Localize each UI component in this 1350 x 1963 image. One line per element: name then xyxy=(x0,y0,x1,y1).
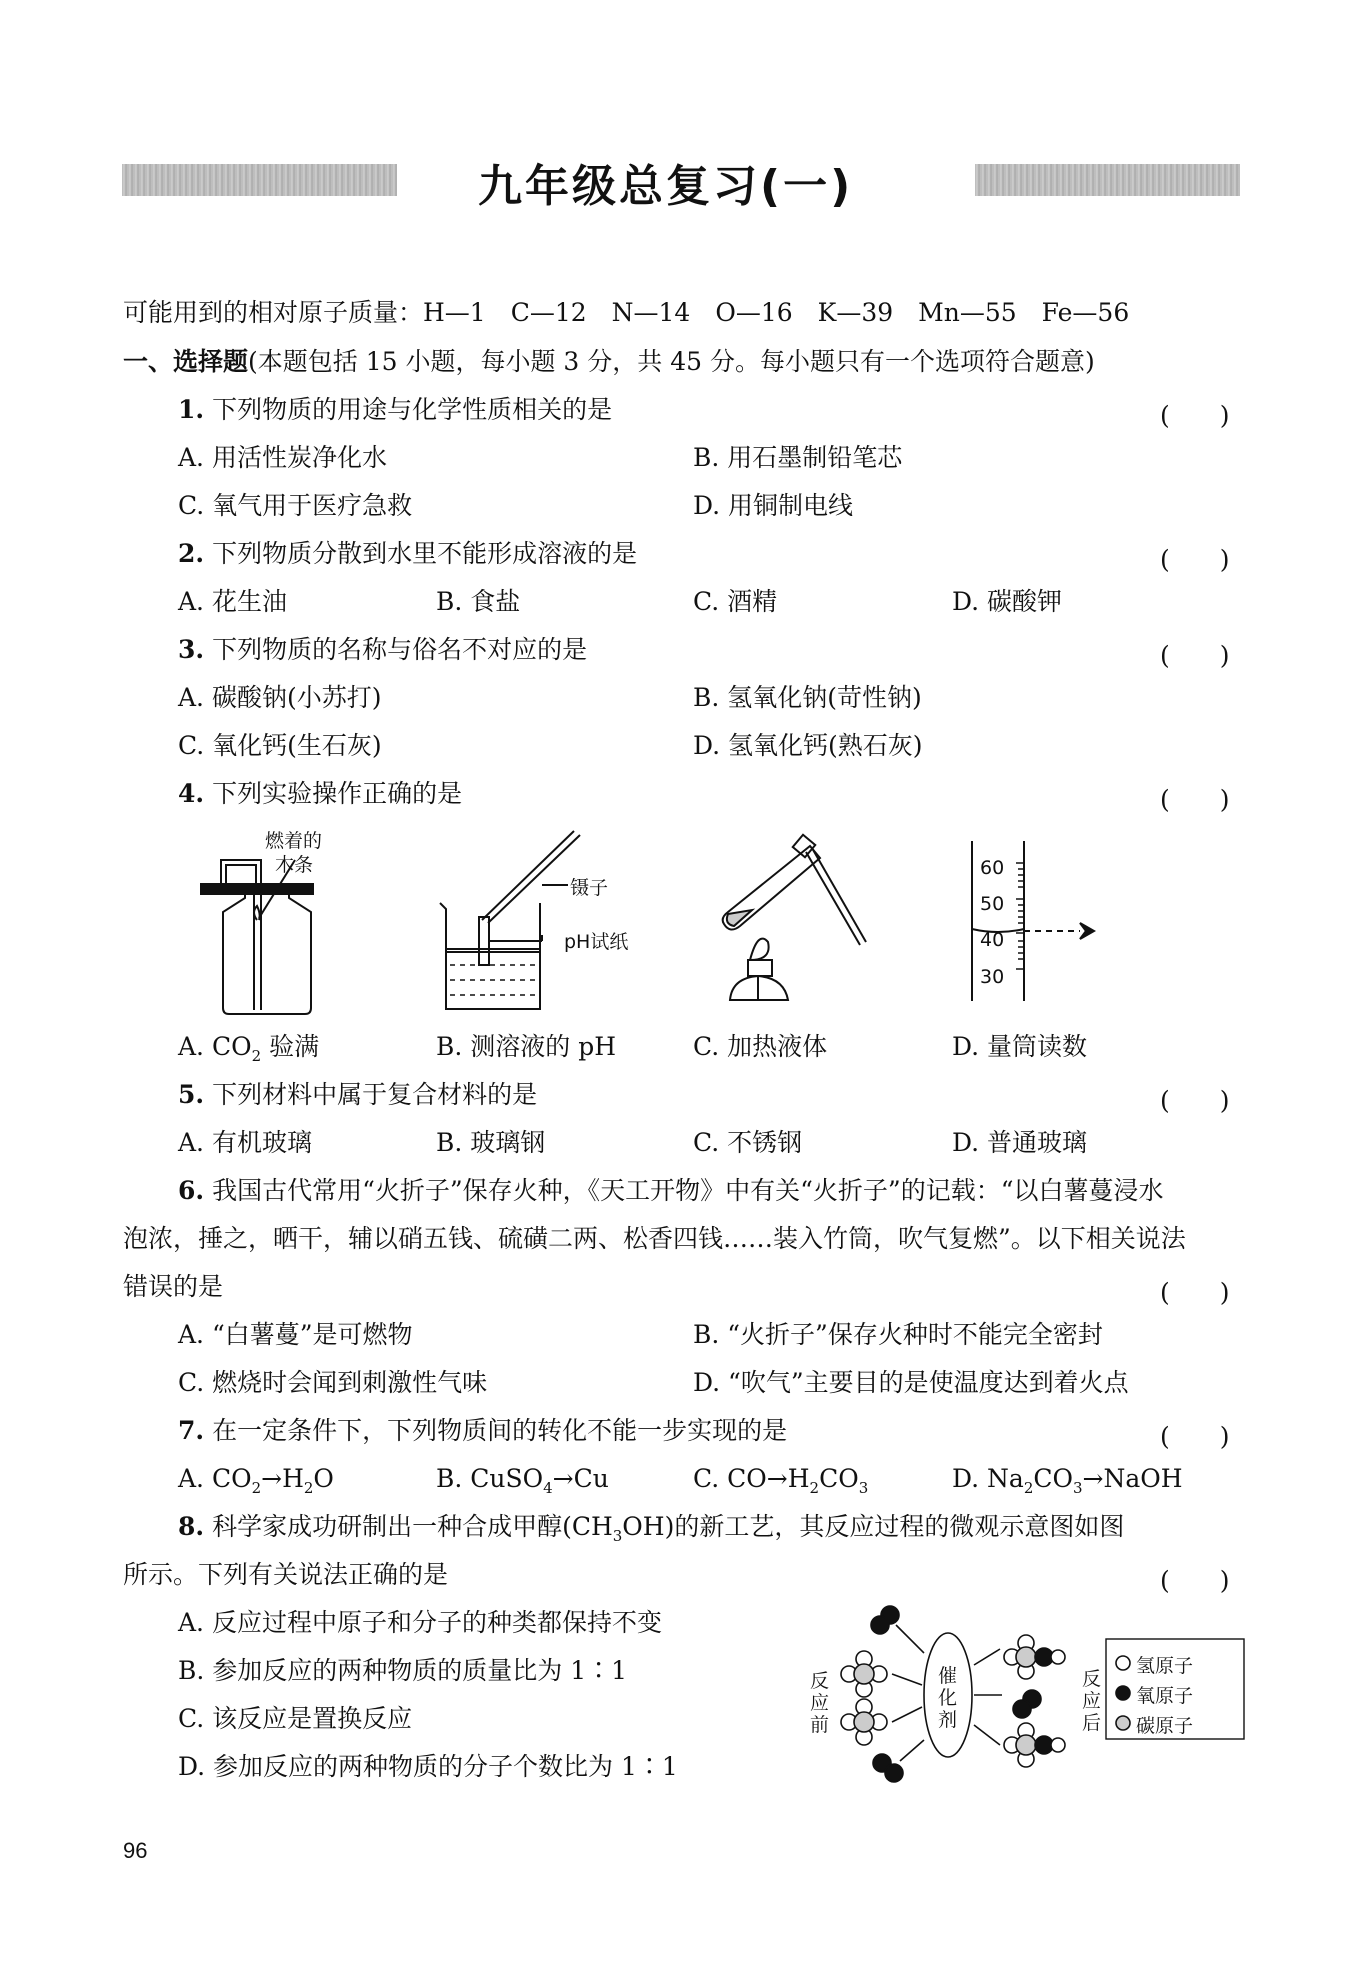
q4-option-a: A. $CO_2$ 验满 xyxy=(178,1032,320,1065)
q8-option-c: C. 该反应是置换反应 xyxy=(178,1704,413,1733)
q3-option-a: A. 碳酸钠(小苏打) xyxy=(178,683,382,712)
diagram-before-label: 反应前 xyxy=(810,1670,830,1736)
q4-option-b: B. 测溶液的 pH xyxy=(436,1032,617,1061)
fig-b-label-ph-paper: pH试纸 xyxy=(564,931,629,953)
section-note: (本题包括 15 小题，每小题 3 分，共 45 分。每小题只有一个选项符合题意) xyxy=(248,347,1095,376)
page-number: 96 xyxy=(123,1838,148,1863)
question-8-line-2: 所示。下列有关说法正确的是 xyxy=(123,1560,449,1589)
q7-option-c: C. $CO\to H_2CO_3$ xyxy=(693,1464,869,1497)
q1-option-a: A. 用活性炭净化水 xyxy=(178,443,387,472)
question-6-line-3: 错误的是 xyxy=(123,1272,224,1301)
cylinder-tick-30: 30 xyxy=(980,966,1005,988)
q8-option-b: B. 参加反应的两种物质的质量比为 1∶1 xyxy=(178,1656,628,1685)
page-title: 九年级总复习(一) xyxy=(478,161,854,212)
q2-option-b: B. 食盐 xyxy=(436,587,521,616)
answer-blank: ( ) xyxy=(1160,641,1230,670)
q1-option-b: B. 用石墨制铅笔芯 xyxy=(693,443,903,472)
header-band-right xyxy=(975,164,1240,196)
q6-option-c: C. 燃烧时会闻到刺激性气味 xyxy=(178,1368,488,1397)
question-2-stem: 2. 下列物质分散到水里不能形成溶液的是 xyxy=(178,539,638,568)
answer-blank: ( ) xyxy=(1160,1086,1230,1115)
legend-hydrogen: 氢原子 xyxy=(1136,1655,1194,1677)
question-1-stem: 1. 下列物质的用途与化学性质相关的是 xyxy=(178,395,613,424)
header-band-left xyxy=(122,164,397,196)
diagram-after-label: 反应后 xyxy=(1082,1668,1102,1734)
question-3-stem: 3. 下列物质的名称与俗名不对应的是 xyxy=(178,635,588,664)
section-header xyxy=(123,345,1095,379)
question-8-line-1: 8. 科学家成功研制出一种合成甲醇$(CH_3OH)$的新工艺，其反应过程的微观示意图如图 xyxy=(178,1512,1125,1545)
q5-option-b: B. 玻璃钢 xyxy=(436,1128,546,1157)
q8-option-a: A. 反应过程中原子和分子的种类都保持不变 xyxy=(178,1608,662,1637)
diagram-catalyst-label: 催化剂 xyxy=(938,1665,958,1731)
q3-option-c: C. 氧化钙(生石灰) xyxy=(178,731,382,760)
answer-blank: ( ) xyxy=(1160,401,1230,430)
atomic-masses: 可能用到的相对原子质量：H—1 C—12 N—14 O—16 K—39 Mn—55 Fe—56 xyxy=(123,298,1130,327)
q6-option-b: B. “火折子”保存火种时不能完全密封 xyxy=(693,1320,1103,1349)
answer-blank: ( ) xyxy=(1160,545,1230,574)
cylinder-tick-50: 50 xyxy=(980,893,1005,915)
q5-option-a: A. 有机玻璃 xyxy=(178,1128,312,1157)
q3-option-d: D. 氢氧化钙(熟石灰) xyxy=(693,731,923,760)
figure-b-beaker xyxy=(432,825,632,1015)
section-label: 一、选择题 xyxy=(123,347,249,376)
fig-b-label-tweezers: 镊子 xyxy=(570,877,609,899)
answer-blank: ( ) xyxy=(1160,1566,1230,1595)
fig-a-label-2: 木条 xyxy=(275,854,314,876)
q5-option-d: D. 普通玻璃 xyxy=(952,1128,1088,1157)
answer-blank: ( ) xyxy=(1160,1422,1230,1451)
q7-option-d: D. $Na_2CO_3\to NaOH$ xyxy=(952,1464,1183,1497)
q2-option-d: D. 碳酸钾 xyxy=(952,587,1063,616)
q7-option-a: A. $CO_2\to H_2O$ xyxy=(178,1464,334,1497)
question-6-line-1: 6. 我国古代常用“火折子”保存火种，《天工开物》中有关“火折子”的记载：“以白薯蔓浸水 xyxy=(178,1176,1164,1205)
question-4-stem: 4. 下列实验操作正确的是 xyxy=(178,779,463,808)
q1-option-d: D. 用铜制电线 xyxy=(693,491,854,520)
q2-option-c: C. 酒精 xyxy=(693,587,778,616)
cylinder-tick-40: 40 xyxy=(980,929,1005,951)
q5-option-c: C. 不锈钢 xyxy=(693,1128,803,1157)
answer-blank: ( ) xyxy=(1160,1278,1230,1307)
legend-carbon: 碳原子 xyxy=(1136,1715,1194,1737)
question-5-stem: 5. 下列材料中属于复合材料的是 xyxy=(178,1080,538,1109)
q3-option-b: B. 氢氧化钠(苛性钠) xyxy=(693,683,922,712)
q8-option-d: D. 参加反应的两种物质的分子个数比为 1∶1 xyxy=(178,1752,678,1781)
legend-oxygen: 氧原子 xyxy=(1136,1685,1194,1707)
figure-c-heating xyxy=(710,830,900,1015)
q7-option-b: B. CuSO$_4$→Cu xyxy=(436,1464,609,1497)
q6-option-a: A. “白薯蔓”是可燃物 xyxy=(178,1320,413,1349)
q1-option-c: C. 氧气用于医疗急救 xyxy=(178,491,413,520)
q4-option-c: C. 加热液体 xyxy=(693,1032,828,1061)
cylinder-tick-60: 60 xyxy=(980,857,1005,879)
q6-option-d: D. “吹气”主要目的是使温度达到着火点 xyxy=(693,1368,1129,1397)
question-7-stem: 7. 在一定条件下，下列物质间的转化不能一步实现的是 xyxy=(178,1416,788,1445)
question-6-line-2: 泡浓，捶之，晒干，辅以硝五钱、硫磺二两、松香四钱……装入竹筒，吹气复燃”。以下相关说法 xyxy=(123,1224,1186,1253)
q4-option-d: D. 量筒读数 xyxy=(952,1032,1088,1061)
q2-option-a: A. 花生油 xyxy=(178,587,287,616)
fig-a-label-1: 燃着的 xyxy=(265,830,323,852)
answer-blank: ( ) xyxy=(1160,785,1230,814)
